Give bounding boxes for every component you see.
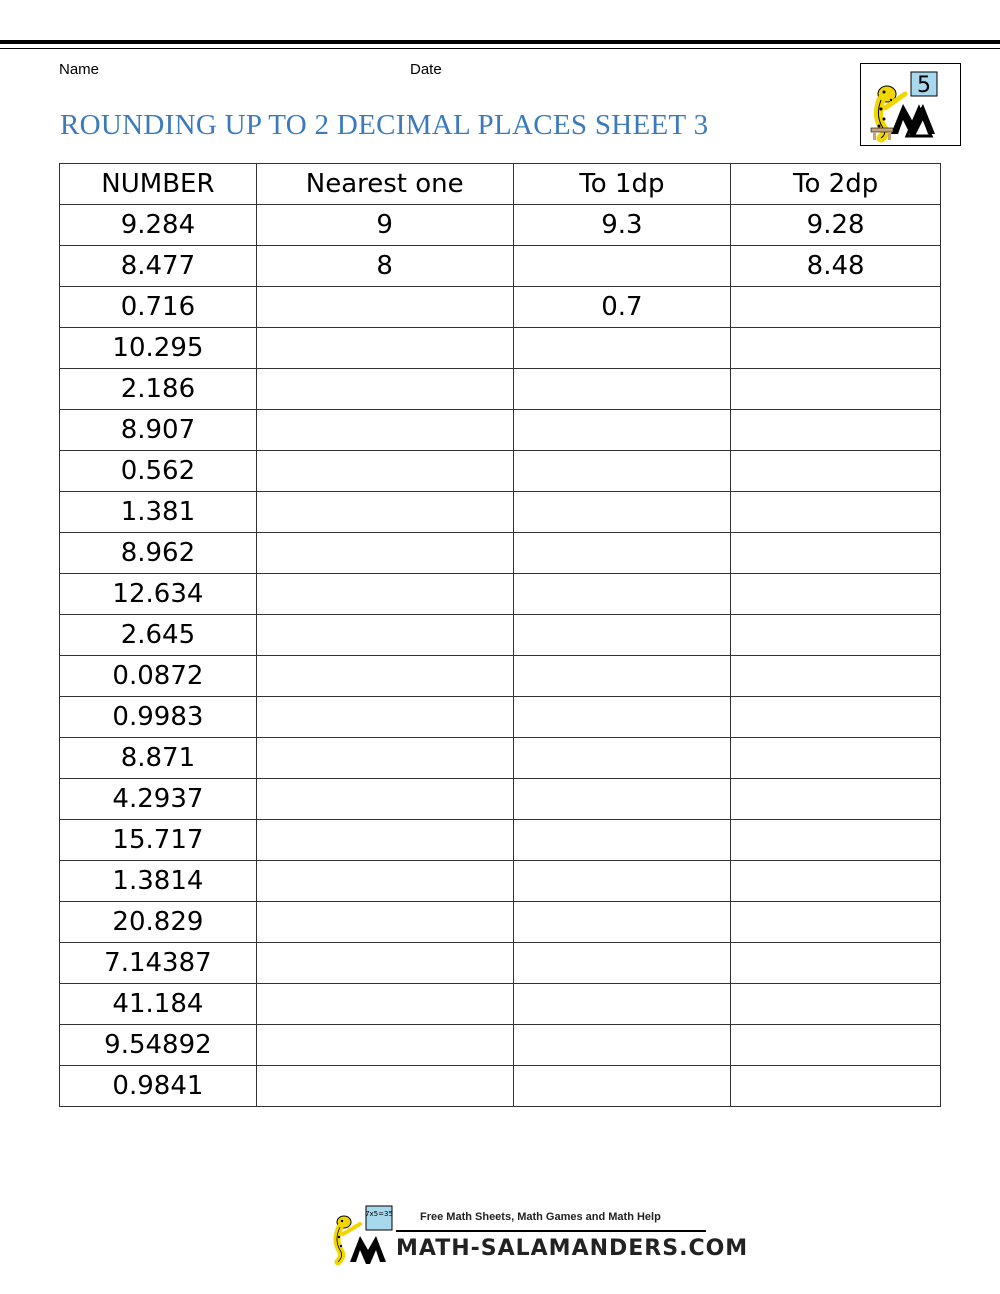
column-header-to-2dp: To 2dp (731, 164, 941, 205)
number-cell: 1.381 (60, 492, 257, 533)
nearest-one-cell[interactable] (256, 902, 513, 943)
to-1dp-cell[interactable] (513, 820, 731, 861)
nearest-one-cell[interactable] (256, 369, 513, 410)
nearest-one-cell[interactable] (256, 779, 513, 820)
number-cell: 7.14387 (60, 943, 257, 984)
header-logo (860, 63, 961, 146)
to-1dp-cell[interactable] (513, 779, 731, 820)
table-row (60, 369, 941, 410)
table-row (60, 328, 941, 369)
table-row (60, 984, 941, 1025)
table-row (60, 943, 941, 984)
nearest-one-cell[interactable] (256, 451, 513, 492)
to-2dp-cell[interactable] (731, 902, 941, 943)
date-label: Date (410, 61, 442, 78)
to-1dp-cell[interactable] (513, 1025, 731, 1066)
number-cell: 41.184 (60, 984, 257, 1025)
number-cell: 15.717 (60, 820, 257, 861)
to-2dp-cell[interactable] (731, 328, 941, 369)
footer-tagline: Free Math Sheets, Math Games and Math Help (420, 1211, 661, 1223)
number-cell: 0.9983 (60, 697, 257, 738)
to-2dp-cell[interactable] (731, 1066, 941, 1107)
to-2dp-cell[interactable] (731, 943, 941, 984)
to-2dp-cell[interactable] (731, 533, 941, 574)
nearest-one-cell[interactable] (256, 984, 513, 1025)
to-1dp-cell[interactable] (513, 861, 731, 902)
to-2dp-cell[interactable]: 9.28 (731, 205, 941, 246)
to-1dp-cell[interactable] (513, 615, 731, 656)
table-row (60, 615, 941, 656)
table-row (60, 738, 941, 779)
number-cell: 2.645 (60, 615, 257, 656)
to-1dp-cell[interactable] (513, 984, 731, 1025)
nearest-one-cell[interactable] (256, 1066, 513, 1107)
table-body (60, 205, 941, 1107)
to-2dp-cell[interactable] (731, 656, 941, 697)
nearest-one-cell[interactable] (256, 1025, 513, 1066)
to-2dp-cell[interactable] (731, 861, 941, 902)
to-1dp-cell[interactable]: 0.7 (513, 287, 731, 328)
number-cell: 8.962 (60, 533, 257, 574)
to-2dp-cell[interactable] (731, 1025, 941, 1066)
nearest-one-cell[interactable] (256, 656, 513, 697)
top-rule (0, 40, 1000, 44)
to-2dp-cell[interactable] (731, 492, 941, 533)
number-cell: 8.907 (60, 410, 257, 451)
table-row (60, 451, 941, 492)
to-2dp-cell[interactable] (731, 451, 941, 492)
table-row (60, 902, 941, 943)
to-1dp-cell[interactable] (513, 492, 731, 533)
table-row (60, 410, 941, 451)
table-row (60, 820, 941, 861)
nearest-one-cell[interactable] (256, 820, 513, 861)
number-cell: 8.871 (60, 738, 257, 779)
nearest-one-cell[interactable] (256, 615, 513, 656)
to-1dp-cell[interactable] (513, 369, 731, 410)
worksheet-table (59, 163, 941, 1107)
to-2dp-cell[interactable]: 8.48 (731, 246, 941, 287)
table-row (60, 205, 941, 246)
number-cell: 0.562 (60, 451, 257, 492)
table-row (60, 697, 941, 738)
table-row (60, 861, 941, 902)
table-row (60, 492, 941, 533)
nearest-one-cell[interactable] (256, 738, 513, 779)
table-row (60, 287, 941, 328)
number-cell: 8.477 (60, 246, 257, 287)
number-cell: 12.634 (60, 574, 257, 615)
number-cell: 20.829 (60, 902, 257, 943)
table-row (60, 246, 941, 287)
to-2dp-cell[interactable] (731, 574, 941, 615)
table-header-row (60, 164, 941, 205)
table-row (60, 533, 941, 574)
nearest-one-cell[interactable] (256, 697, 513, 738)
to-1dp-cell[interactable] (513, 738, 731, 779)
to-2dp-cell[interactable] (731, 820, 941, 861)
to-2dp-cell[interactable] (731, 369, 941, 410)
number-cell: 0.716 (60, 287, 257, 328)
grade-badge: 5 (917, 73, 931, 98)
nearest-one-cell[interactable] (256, 943, 513, 984)
number-cell: 2.186 (60, 369, 257, 410)
to-1dp-cell[interactable] (513, 697, 731, 738)
table-row (60, 779, 941, 820)
to-1dp-cell[interactable] (513, 574, 731, 615)
to-1dp-cell[interactable] (513, 328, 731, 369)
column-header-number: NUMBER (60, 164, 257, 205)
to-1dp-cell[interactable] (513, 943, 731, 984)
to-1dp-cell[interactable] (513, 656, 731, 697)
nearest-one-cell[interactable] (256, 410, 513, 451)
nearest-one-cell[interactable] (256, 533, 513, 574)
to-2dp-cell[interactable] (731, 287, 941, 328)
number-cell: 0.0872 (60, 656, 257, 697)
to-1dp-cell[interactable] (513, 902, 731, 943)
nearest-one-cell[interactable] (256, 861, 513, 902)
column-header-nearest-one: Nearest one (256, 164, 513, 205)
to-2dp-cell[interactable] (731, 697, 941, 738)
number-cell: 1.3814 (60, 861, 257, 902)
to-2dp-cell[interactable] (731, 779, 941, 820)
to-2dp-cell[interactable] (731, 984, 941, 1025)
nearest-one-cell[interactable]: 8 (256, 246, 513, 287)
number-cell: 10.295 (60, 328, 257, 369)
footer-brand: MATH-SALAMANDERS.COM (396, 1236, 749, 1261)
page-title: ROUNDING UP TO 2 DECIMAL PLACES SHEET 3 (60, 109, 709, 141)
number-cell: 0.9841 (60, 1066, 257, 1107)
to-2dp-cell[interactable] (731, 615, 941, 656)
number-cell: 9.284 (60, 205, 257, 246)
to-2dp-cell[interactable] (731, 738, 941, 779)
number-cell: 4.2937 (60, 779, 257, 820)
top-rule-thin (0, 48, 1000, 49)
to-1dp-cell[interactable] (513, 246, 731, 287)
to-1dp-cell[interactable]: 9.3 (513, 205, 731, 246)
to-1dp-cell[interactable] (513, 1066, 731, 1107)
nearest-one-cell[interactable] (256, 328, 513, 369)
table-row (60, 1025, 941, 1066)
salamander-logo-icon (861, 64, 960, 145)
nearest-one-cell[interactable] (256, 492, 513, 533)
footer-badge-text: 7x5=35 (365, 1210, 393, 1218)
table-row (60, 1066, 941, 1107)
to-1dp-cell[interactable] (513, 533, 731, 574)
to-1dp-cell[interactable] (513, 451, 731, 492)
to-2dp-cell[interactable] (731, 410, 941, 451)
nearest-one-cell[interactable] (256, 574, 513, 615)
name-label: Name (59, 61, 100, 78)
to-1dp-cell[interactable] (513, 410, 731, 451)
number-cell: 9.54892 (60, 1025, 257, 1066)
nearest-one-cell[interactable] (256, 287, 513, 328)
table-row (60, 656, 941, 697)
nearest-one-cell[interactable]: 9 (256, 205, 513, 246)
column-header-to-1dp: To 1dp (513, 164, 731, 205)
table-row (60, 574, 941, 615)
